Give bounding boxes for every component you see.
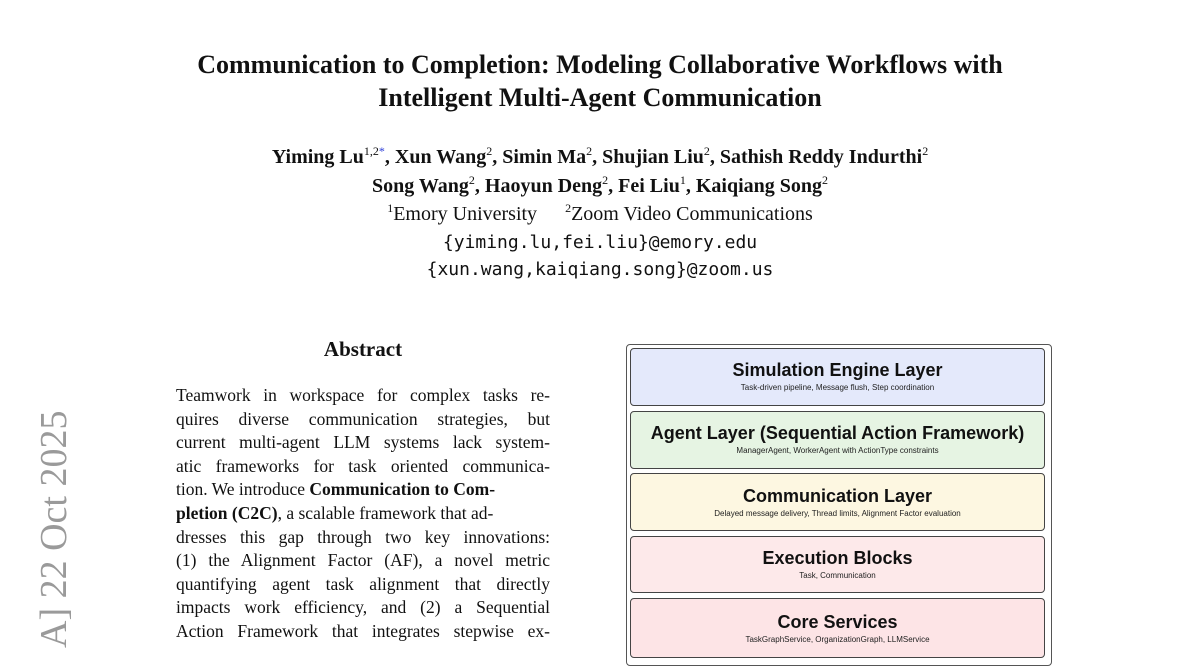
layer-execution-blocks [630,536,1045,593]
arxiv-stamp: A] 22 Oct 2025 [33,410,75,648]
title-line-2: Intelligent Multi-Agent Communication [378,83,822,112]
affiliation-mark: 1 [387,201,394,215]
author-name: Fei Liu [618,175,680,197]
author-name: Xun Wang [394,146,487,168]
layer-title: Agent Layer (Sequential Action Framework) [650,423,1025,443]
author-name: Haoyun Deng [484,175,603,197]
email-line-1: {yiming.lu,fei.liu}@emory.edu [442,232,758,253]
layer-title: Execution Blocks [762,548,913,568]
affiliation-name: Zoom Video Communications [571,203,813,225]
author-name: Yiming Lu [271,146,364,168]
affiliations [0,201,1200,228]
layer-description: ManagerAgent, WorkerAgent with ActionType constraints [736,446,939,455]
layer-agent [630,411,1045,469]
author-affiliation-mark: 2 [922,144,929,158]
layer-title: Simulation Engine Layer [732,360,943,380]
corresponding-author-mark: * [378,144,385,158]
author-affiliation-mark: 2 [468,173,475,187]
abstract-line: quires diverse communication strategies, but [176,408,550,429]
author-affiliation-mark: 2 [602,173,609,187]
author-affiliation-mark: 1,2* [363,144,385,158]
author-name: Shujian Liu [602,146,704,168]
layer-core-services [630,598,1045,658]
abstract-line [176,502,550,526]
layer-description: TaskGraphService, OrganizationGraph, LLMService [745,635,930,644]
layer-description: Task, Communication [799,571,876,580]
layer-simulation-engine [630,348,1045,406]
abstract-text: , a scalable framework that ad- [277,502,494,523]
author-affiliation-mark: 2 [703,144,710,158]
architecture-figure [626,344,1052,666]
abstract-line: atic frameworks for task oriented communica- [176,455,550,476]
abstract-emphasis: Communication to Com- [309,479,496,500]
author-name: Simin Ma [502,146,587,168]
author-affiliation-mark: 1 [679,173,686,187]
author-line-1: Yiming $Lu^{1,2*}$, Xun Wang$^2$, Simin Ma$^2$, Shujian Liu$^2$, Sathish Reddy Indurthi$^2$ [271,144,929,168]
author-affiliation-mark: 2 [586,144,593,158]
abstract-line: Action Framework that integrates stepwise ex- [176,620,550,641]
author-name: Kaiqiang Song [695,175,822,197]
paper-title [0,48,1200,114]
abstract-line: (1) the Alignment Factor (AF), a novel metric [176,550,550,571]
email-line-2: {xun.wang,kaiqiang.song}@zoom.us [426,259,774,280]
abstract-line: dresses this gap through two key innovations: [176,526,550,547]
abstract-body [176,384,550,644]
abstract-line [176,478,550,502]
affiliation-mark: 2 [565,201,572,215]
abstract-line: quantifying agent task alignment that directly [176,573,550,594]
author-name: Sathish Reddy Indurthi [719,146,923,168]
title-line-1: Communication to Completion: Modeling Collaborative Workflows with [197,50,1003,79]
layer-communication [630,473,1045,531]
author-affiliation-mark: 2 [822,173,828,187]
layer-title: Communication Layer [742,486,933,506]
abstract-emphasis: pletion (C2C) [176,502,278,523]
author-list [0,143,1200,201]
abstract-line: current multi-agent LLM systems lack system- [176,432,550,453]
abstract-heading: Abstract [323,337,403,361]
abstract-line: Teamwork in workspace for complex tasks re- [176,385,550,405]
author-name: Song Wang [372,175,469,197]
layer-description: Task-driven pipeline, Message flush, Step coordination [740,383,935,392]
layer-title: Core Services [777,612,898,632]
affiliation-name: Emory University [393,203,538,225]
abstract-text: tion. We introduce [176,479,310,500]
author-affiliation-mark: 2 [486,144,493,158]
layer-description: Delayed message delivery, Thread limits, Alignment Factor evaluation [714,509,961,518]
abstract-line: impacts work efficiency, and (2) a Sequential [176,597,550,618]
author-line-2: Song Wang$^2$, Haoyun Deng$^2$, Fei Liu$^1$, Kaiqiang Song$^2$ [372,173,828,197]
